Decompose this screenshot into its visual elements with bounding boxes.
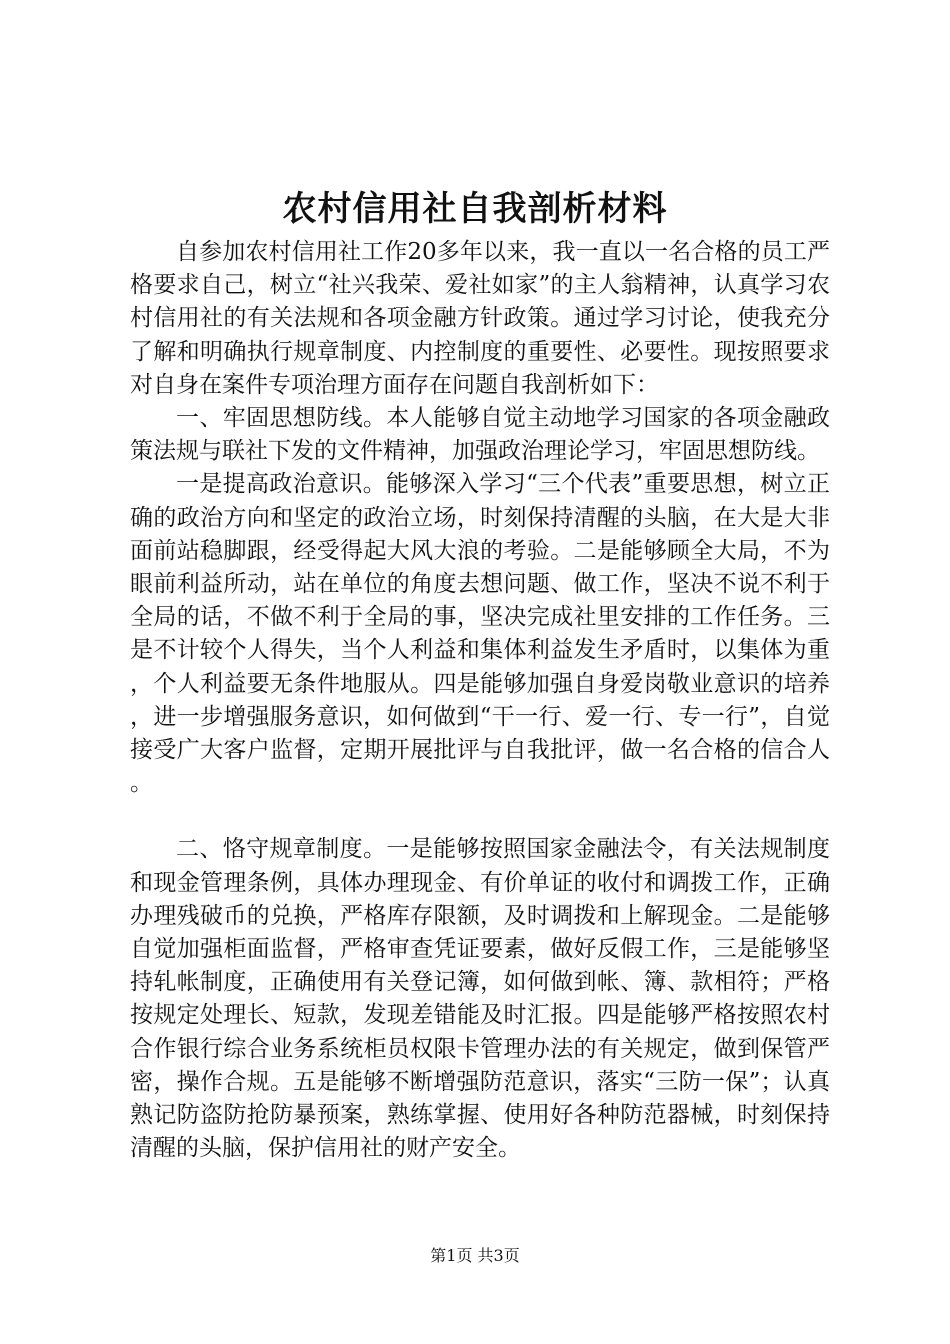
paragraph-section-two: 二、恪守规章制度。一是能够按照国家金融法令，有关法规制度和现金管理条例，具体办理现金、有价单证的收付和调拨工作，正确办理残破币的兑换，严格库存限额，及时调拨和上解现金。二是能够自觉加强柜面监督，严格审查凭证要素，做好反假工作，三是能够坚持轧帐制度，正确使用有关登记簿，如何做到帐、簿、款相符；严格按规定处理长、短款，发现差错能及时汇报。四是能够严格按照农村合作银行综合业务系统柜员权限卡管理办法的有关规定，做到保管严密，操作合规。五是能够不断增强防范意识，落实“三防一保”；认真熟记防盗防抢防暴预案，熟练掌握、使用好各种防范器械，时刻保持清醒的头脑，保护信用社的财产安全。	[130, 836, 830, 1162]
paragraph-intro: 自参加农村信用社工作20多年以来，我一直以一名合格的员工严格要求自己，树立“社兴我荣、爱社如家”的主人翁精神，认真学习农村信用社的有关法规和各项金融方针政策。通过学习讨论，使我充分了解和明确执行规章制度、内控制度的重要性、必要性。现按照要求对自身在案件专项治理方面存在问题自我剖析如下：	[130, 239, 830, 398]
document-body	[130, 236, 830, 1165]
page-footer: 第1页 共3页	[430, 1246, 520, 1265]
document-title: 农村信用社自我剖析材料	[282, 189, 668, 229]
paragraph-political-awareness: 一是提高政治意识。能够深入学习“三个代表”重要思想，树立正确的政治方向和坚定的政治立场，时刻保持清醒的头脑，在大是大非面前站稳脚跟，经受得起大风大浪的考验。二是能够顾全大局，不为眼前利益所动，站在单位的角度去想问题、做工作，坚决不说不利于全局的话，不做不利于全局的事，坚决完成社里安排的工作任务。三是不计较个人得失，当个人利益和集体利益发生矛盾时，以集体为重，个人利益要无条件地服从。四是能够加强自身爱岗敬业意识的培养，进一步增强服务意识，如何做到“干一行、爱一行、专一行”，自觉接受广大客户监督，定期开展批评与自我批评，做一名合格的信合人。	[130, 471, 830, 797]
paragraph-section-one: 一、牢固思想防线。本人能够自觉主动地学习国家的各项金融政策法规与联社下发的文件精神，加强政治理论学习，牢固思想防线。	[130, 405, 830, 465]
